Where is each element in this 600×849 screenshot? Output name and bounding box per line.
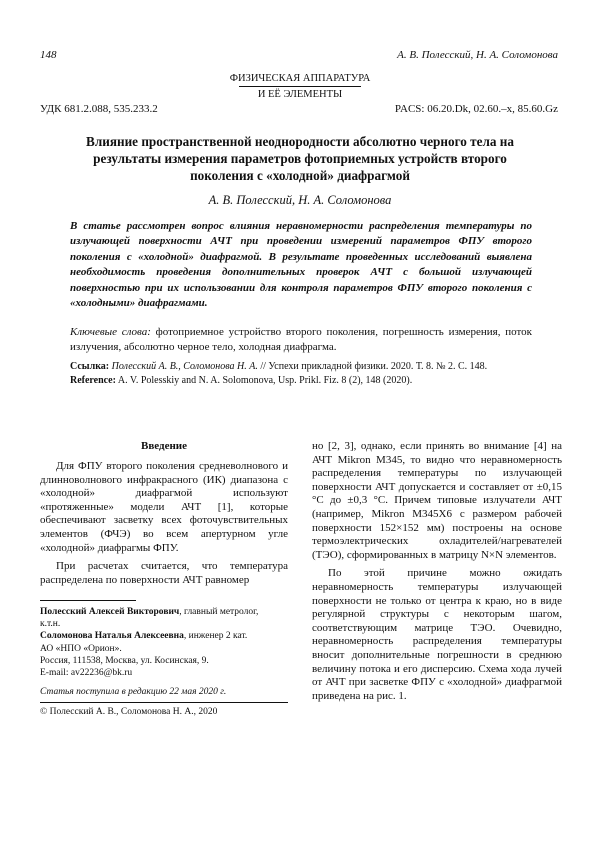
footnote-author-2-name: Соломонова Наталья Алексеевна [40,631,184,642]
footnote-divider [40,600,136,601]
article-title: Влияние пространственной неоднородности абсолютно черного тела на результаты измерения параметров фотоприемных устройств второго поколения с «холодной» диафрагмой [86,134,514,183]
keywords-label: Ключевые слова: [70,326,151,338]
page-number: 148 [40,49,57,61]
section-divider [239,86,361,87]
article-authors: А. В. Полесский, Н. А. Соломонова [208,193,392,207]
received-date: Статья поступила в редакцию 22 мая 2020 г. [40,687,227,697]
citation-ru [70,360,532,374]
footnote-org: АО «НПО «Орион». [40,643,122,654]
copyright-divider [40,702,288,703]
copyright: © Полесский А. В., Соломонова Н. А., 2020 [40,707,218,717]
citation-ru-label: Ссылка: [70,361,110,372]
running-head: А. В. Полесский, Н. А. Соломонова [397,49,558,61]
pacs-code: PACS: 06.20.Dk, 02.60.–x, 85.60.Gz [394,103,558,115]
keywords [70,325,532,356]
section-heading [0,73,600,101]
footnote-email: E-mail: av22236@bk.ru [40,668,133,679]
footnote-address: Россия, 111538, Москва, ул. Косинская, 9. [40,655,209,666]
citation-en-label: Reference: [70,375,116,386]
keywords-text: фотоприемное устройство второго поколения, погрешность измерения, поток излучения, абсолютно черное тело, холодная диафрагма. [70,326,532,354]
section-heading-line1: ФИЗИЧЕСКАЯ АППАРАТУРА [229,73,371,84]
footnote-author-2-role: , инженер 2 кат. [183,631,248,642]
intro-paragraph-2: При расчетах считается, что температура распределена по поверхности АЧТ равномер [40,560,288,586]
column-right [312,440,562,708]
citation-en-text: A. V. Polesskiy and N. A. Solomonova, Usp. Prikl. Fiz. 8 (2), 148 (2020). [115,375,413,386]
footnote-author-2 [40,630,290,642]
footnote-author-1 [40,606,290,618]
author-footnote [40,606,290,679]
footnote-author-1-role: , главный метролог, [179,607,259,617]
citation-ru-rest: // Успехи прикладной физики. 2020. Т. 8. № 2. С. 148. [257,361,488,372]
intro-paragraph-3: но [2, 3], однако, если принять во внимание [4] на АЧТ Mikron M345, то видно что неравномерность распределения температуры по излучающей поверхности АЧТ допускается и составляет от ±0,15 °С до ±0,3 °С. Причем типовые излучатели АЧТ (например, Mikron M345X6 с размером рабочей поверхности 152×152 мм) построены на основе термоэлектрических охладителей/нагревателей (ТЭО), сформированных в матрицу N×N элементов. [312,440,562,561]
citation-en [70,374,532,388]
abstract: В статье рассмотрен вопрос влияния неравномерности распределения температуры по излучающей поверхности АЧТ при проведении измерений параметров ФПУ второго поколения с «холодной» диафрагмой. В результате проведенных исследований выявлена необходимость проведения дополнительных проверок АЧТ с большой излучающей поверхностью при их использовании для контроля параметров ФПУ второго поколения с «холодными» диафрагмами. [70,220,532,310]
citation-block [70,360,532,388]
intro-paragraph-1: Для ФПУ второго поколения средневолнового и длинноволнового инфракрасного (ИК) диапазона с «холодной» диафрагмой используют «протяженные» модели АЧТ [1], которые обеспечивают засветку всех фоточувствительных элементов (ФЧЭ) во всем апертурном угле «холодной» диафрагмы ФПУ. [40,460,288,554]
intro-paragraph-4: По этой причине можно ожидать неравномерность температуры излучающей поверхности не только от центра к краю, но в виде регулярной структуры с некоторым шагом, соответствующим матрице ТЭО. Очевидно, неравномерность распределения температуры вносит дополнительные погрешности в среднюю величину потока и его дисперсию. Схема хода лучей от АЧТ при засветке ФПУ с «холодной» диафрагмой приведена на рис. 1. [312,567,562,702]
column-left [40,440,288,592]
citation-ru-authors: Полесский А. В., Соломонова Н. А. [111,361,258,372]
udc-code: УДК 681.2.088, 535.233.2 [40,103,158,115]
intro-heading: Введение [140,440,188,452]
footnote-author-1-degree: к.т.н. [40,619,61,630]
section-heading-line2: И ЕЁ ЭЛЕМЕНТЫ [257,89,343,100]
footnote-author-1-name: Полесский Алексей Викторович [40,607,180,617]
